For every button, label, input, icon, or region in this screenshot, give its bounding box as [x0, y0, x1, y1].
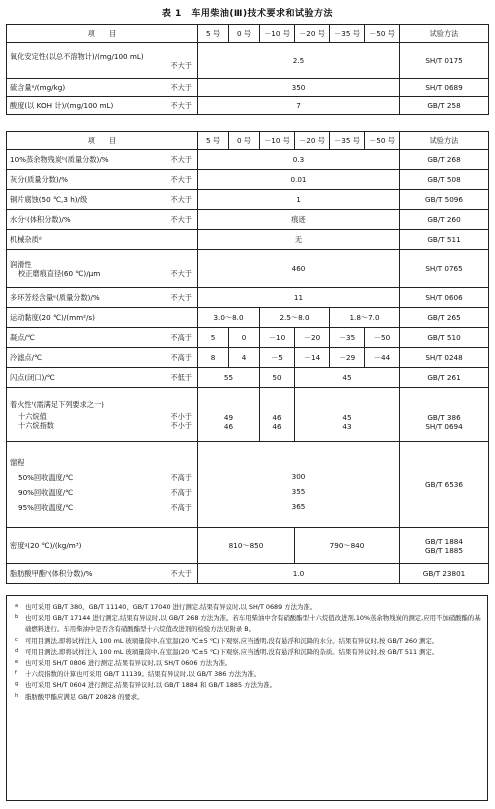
- value-cell: 50: [260, 368, 295, 388]
- cetane-number-value: 46: [272, 413, 282, 422]
- footnote-text: 也可采用 SH/T 0806 进行测定,结果有异议时,以 SH/T 0606 方法为准。: [25, 659, 232, 668]
- limit-label: 不大于: [170, 155, 192, 164]
- value-cell: 4: [229, 348, 260, 368]
- method-cell: GB/T 6536: [400, 442, 489, 528]
- value-cell: 810～850: [198, 528, 295, 564]
- table-row: [7, 97, 489, 115]
- footnote: [15, 636, 481, 647]
- limit-label: 不大于: [170, 268, 192, 278]
- item-name: 闪点(闭口)/℃: [10, 373, 55, 382]
- table-row: [7, 328, 489, 348]
- cetane-number-value: 49: [223, 413, 234, 422]
- row-label: [7, 97, 198, 115]
- item-name: 润滑性: [10, 259, 32, 269]
- limit-label: 不低于: [170, 373, 192, 382]
- method-cell: GB/T 5096: [400, 190, 489, 210]
- value-cell: －44: [365, 348, 400, 368]
- value-cell: 痕迹: [198, 210, 400, 230]
- item-name: 硫含量ᵃ/(mg/kg): [10, 83, 66, 92]
- row-label: [7, 388, 198, 442]
- table-header-row: [7, 25, 489, 43]
- footnote: [15, 602, 481, 613]
- footnote-text: 十六烷指数的计算也可采用 GB/T 11139。结果有异议时,以 GB/T 386 方法为准。: [25, 670, 261, 679]
- cetane-number-method: GB/T 386: [427, 413, 461, 422]
- table-row: [7, 43, 489, 79]
- row-label: [7, 328, 198, 348]
- item-name: 酸度(以 KOH 计)/(mg/100 mL): [10, 101, 114, 110]
- table-row: [7, 528, 489, 564]
- value-cell: 2.5: [198, 43, 400, 79]
- limit-label: 不大于: [170, 83, 192, 92]
- item-name: 多环芳烃含量ᵉ(质量分数)/%: [10, 293, 100, 302]
- table-row: [7, 79, 489, 97]
- footnote-mark: c: [15, 636, 18, 643]
- footnote-mark: g: [15, 681, 19, 688]
- footnote-text: 也可采用 GB/T 17144 进行测定,结果有异议时,以 GB/T 268 方法为准。若车用柴油中含有硝酸酯型十六烷值改进剂,10%蒸余物残炭的测定,应用不加硝酸酯的基础燃料进行。车用柴油中是否含有硝酸酯型十六烷值改进剂的检验方法见附录 B。: [25, 614, 481, 634]
- distill-90-value: 355: [291, 487, 306, 496]
- header-grade-m50: －50 号: [365, 132, 400, 150]
- footnote-mark: h: [15, 692, 19, 699]
- item-subname: 十六烷指数: [18, 420, 54, 430]
- method-cell: [400, 528, 489, 564]
- header-grade-m20: －20 号: [295, 25, 330, 43]
- footnote: [15, 669, 481, 680]
- footnote-mark: e: [15, 659, 19, 666]
- distill-95-value: 365: [291, 502, 306, 511]
- footnote-text: 脂肪酸甲酯应满足 GB/T 20828 的要求。: [25, 692, 144, 701]
- footnotes-box: [6, 595, 488, 801]
- method-cell: SH/T 0606: [400, 288, 489, 308]
- value-cell: －5: [260, 348, 295, 368]
- footnote-mark: b: [15, 614, 19, 621]
- method-cell: SH/T 0689: [400, 79, 489, 97]
- table-row: [7, 210, 489, 230]
- method-cell: SH/T 0175: [400, 43, 489, 79]
- cetane-index-value: 46: [223, 422, 234, 431]
- footnote-mark: a: [15, 603, 19, 609]
- table-row: [7, 388, 489, 442]
- limit-label: 不高于: [170, 333, 192, 342]
- limit-label: 不高于: [170, 487, 192, 497]
- value-cell: 0.01: [198, 170, 400, 190]
- item-name: 冷滤点/℃: [10, 353, 43, 362]
- item-name: 运动黏度(20 ℃)/(mm²/s): [7, 308, 198, 328]
- table-row: [7, 308, 489, 328]
- table-row: [7, 150, 489, 170]
- header-grade-0: 0 号: [229, 132, 260, 150]
- value-cell: 11: [198, 288, 400, 308]
- value-cell: －29: [330, 348, 365, 368]
- limit-label: 不大于: [170, 195, 192, 204]
- row-label: [7, 348, 198, 368]
- row-label: [7, 170, 198, 190]
- method-cell: GB/T 23801: [400, 564, 489, 584]
- value-cell: 0.3: [198, 150, 400, 170]
- method-cell: GB/T 258: [400, 97, 489, 115]
- item-name: 氧化安定性(以总不溶物计)/(mg/100 mL): [10, 51, 144, 61]
- header-grade-m50: －50 号: [365, 25, 400, 43]
- limit-label: 不高于: [170, 502, 192, 512]
- value-cell: －20: [295, 328, 330, 348]
- item-subname: 十六烷值: [18, 411, 47, 421]
- item-name: 10%蒸余物残炭ᵇ(质量分数)/%: [10, 155, 109, 164]
- header-grade-m35: －35 号: [330, 25, 365, 43]
- header-method: 试验方法: [400, 25, 489, 43]
- row-label: [7, 250, 198, 288]
- value-cell: 350: [198, 79, 400, 97]
- table-row: [7, 250, 489, 288]
- item-subname: 50%回收温度/℃: [18, 472, 74, 482]
- value-cell: 460: [198, 250, 400, 288]
- table-row: [7, 564, 489, 584]
- header-grade-m10: －10 号: [260, 132, 295, 150]
- value-cell: [295, 388, 400, 442]
- footnote-text: 也可采用 GB/T 380、GB/T 11140、GB/T 17040 进行测定,结果有异议时,以 SH/T 0689 方法为准。: [25, 603, 317, 611]
- method-cell: [400, 388, 489, 442]
- value-cell: 0: [229, 328, 260, 348]
- value-cell: [198, 388, 260, 442]
- item-name: 凝点/℃: [10, 333, 35, 342]
- cetane-number-value: 45: [342, 413, 352, 422]
- value-cell: 无: [198, 230, 400, 250]
- table-row: [7, 230, 489, 250]
- density-method-1: GB/T 1884: [425, 536, 463, 546]
- density-method-2: GB/T 1885: [425, 545, 463, 555]
- value-cell: 1.8～7.0: [330, 308, 400, 328]
- cetane-index-value: 46: [272, 422, 282, 431]
- limit-label: 不小于: [170, 420, 192, 430]
- item-subname: 校正磨痕直径(60 ℃)/μm: [18, 268, 101, 278]
- value-cell: 2.5～8.0: [260, 308, 330, 328]
- method-cell: SH/T 0248: [400, 348, 489, 368]
- limit-label: 不高于: [170, 472, 192, 482]
- table-row: [7, 368, 489, 388]
- table-row: [7, 348, 489, 368]
- footnote: [15, 647, 481, 658]
- header-grade-5: 5 号: [198, 132, 229, 150]
- footnote: [15, 692, 481, 703]
- value-cell: 1: [198, 190, 400, 210]
- row-label: [7, 150, 198, 170]
- value-cell: 55: [198, 368, 260, 388]
- row-label: [7, 368, 198, 388]
- header-item: 项 目: [7, 132, 198, 150]
- limit-label: 不高于: [170, 353, 192, 362]
- method-cell: GB/T 268: [400, 150, 489, 170]
- row-label: [7, 210, 198, 230]
- header-item: 项 目: [7, 25, 198, 43]
- value-cell: 790～840: [295, 528, 400, 564]
- table-title: 表 1 车用柴油(Ⅲ)技术要求和试验方法: [161, 9, 334, 19]
- footnote-text: 可用目测法,即将试样注入 100 mL 玻璃量筒中,在室温(20 ℃±5 ℃)下观察,应当透明,没有悬浮和沉降的水分。结果有异议时,按 GB/T 260 测定。: [25, 636, 439, 645]
- footnote-mark: f: [15, 670, 17, 677]
- value-cell: －50: [365, 328, 400, 348]
- method-cell: SH/T 0765: [400, 250, 489, 288]
- limit-label: 不大于: [170, 175, 192, 184]
- method-cell: GB/T 510: [400, 328, 489, 348]
- value-cell: －10: [260, 328, 295, 348]
- item-name: 密度ᵍ(20 ℃)/(kg/m³): [7, 528, 198, 564]
- header-grade-0: 0 号: [229, 25, 260, 43]
- item-name: 铜片腐蚀(50 ℃,3 h)/级: [10, 195, 88, 204]
- row-label: [7, 190, 198, 210]
- footnote-mark: d: [15, 647, 19, 654]
- spec-table-2: [6, 131, 489, 584]
- value-cell: [260, 388, 295, 442]
- footnote: [15, 658, 481, 669]
- table-row: [7, 190, 489, 210]
- method-cell: GB/T 265: [400, 308, 489, 328]
- distill-50-value: 300: [291, 472, 306, 481]
- method-cell: GB/T 260: [400, 210, 489, 230]
- item-name: 馏程: [10, 457, 25, 467]
- table-row: [7, 288, 489, 308]
- limit-label: 不大于: [170, 60, 192, 70]
- value-cell: －14: [295, 348, 330, 368]
- cetane-index-value: 43: [342, 422, 352, 431]
- header-grade-m20: －20 号: [295, 132, 330, 150]
- row-label: [7, 564, 198, 584]
- value-cell: 3.0～8.0: [198, 308, 260, 328]
- item-name: 水分ᶜ(体积分数)/%: [10, 215, 71, 224]
- footnote: [15, 613, 481, 635]
- header-grade-m10: －10 号: [260, 25, 295, 43]
- value-cell: [198, 442, 400, 528]
- spec-table-1: [6, 24, 489, 115]
- row-label: [7, 43, 198, 79]
- value-cell: 45: [295, 368, 400, 388]
- cetane-index-method: SH/T 0694: [425, 422, 463, 431]
- item-subname: 95%回收温度/℃: [18, 502, 74, 512]
- row-label: [7, 288, 198, 308]
- limit-label: 不大于: [170, 101, 192, 110]
- value-cell: 7: [198, 97, 400, 115]
- item-name: 灰分(质量分数)/%: [10, 175, 68, 184]
- header-grade-m35: －35 号: [330, 132, 365, 150]
- value-cell: 8: [198, 348, 229, 368]
- item-name: 机械杂质ᵈ: [7, 230, 198, 250]
- header-method: 试验方法: [400, 132, 489, 150]
- footnote-text: 也可采用 SH/T 0604 进行测定,结果有异议时,以 GB/T 1884 和 GB/T 1885 方法为准。: [25, 681, 277, 690]
- limit-label: 不大于: [170, 215, 192, 224]
- item-name: 脂肪酸甲酯ʰ(体积分数)/%: [10, 569, 93, 578]
- footnote: [15, 680, 481, 691]
- limit-label: 不大于: [170, 569, 192, 578]
- table-header-row: [7, 132, 489, 150]
- row-label: [7, 442, 198, 528]
- value-cell: 5: [198, 328, 229, 348]
- footnote-text: 可用目测法,即将试样注入 100 mL 玻璃量筒中,在室温(20 ℃±5 ℃)下观察,应当透明,没有悬浮和沉降的杂质。结果有异议时,按 GB/T 511 测定。: [25, 647, 439, 656]
- table-row: [7, 170, 489, 190]
- item-subname: 90%回收温度/℃: [18, 487, 74, 497]
- table-row: [7, 442, 489, 528]
- row-label: [7, 79, 198, 97]
- value-cell: 1.0: [198, 564, 400, 584]
- limit-label: 不小于: [170, 411, 192, 421]
- method-cell: GB/T 508: [400, 170, 489, 190]
- limit-label: 不大于: [170, 293, 192, 302]
- value-cell: －35: [330, 328, 365, 348]
- item-name: 着火性ᶠ(需满足下列要求之一): [10, 399, 104, 409]
- header-grade-5: 5 号: [198, 25, 229, 43]
- method-cell: GB/T 261: [400, 368, 489, 388]
- method-cell: GB/T 511: [400, 230, 489, 250]
